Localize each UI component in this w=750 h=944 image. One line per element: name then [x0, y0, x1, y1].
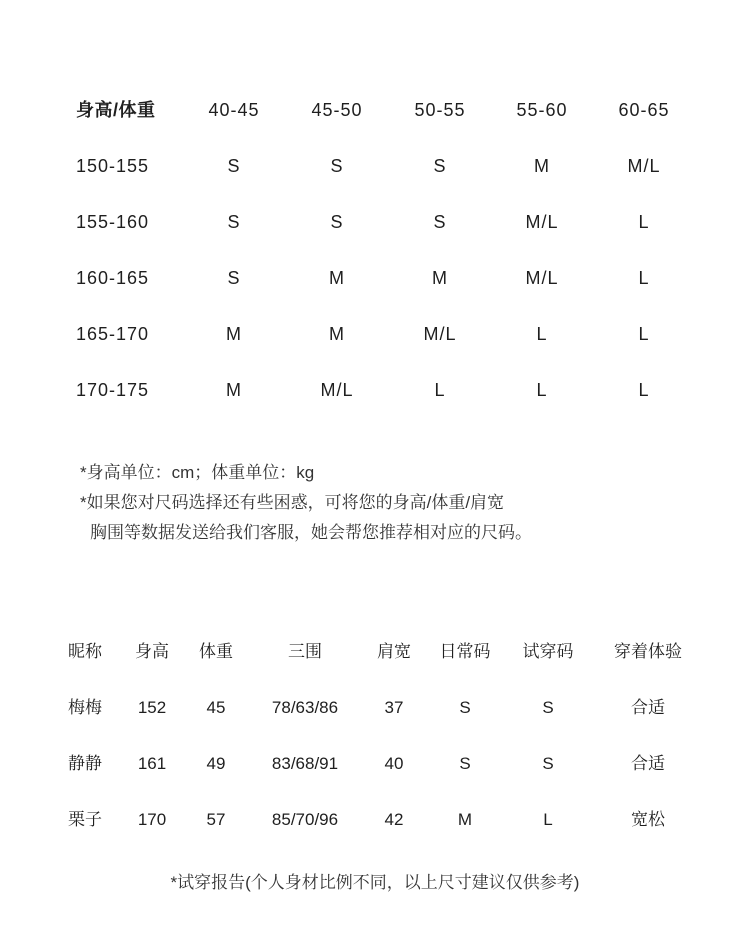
- tryon-header-row: [0, 624, 750, 680]
- tryon-tried-size: S: [542, 698, 554, 717]
- tryon-weight: 49: [206, 754, 226, 773]
- tryon-weight: 57: [206, 810, 226, 829]
- tryon-shoulder: 42: [384, 810, 404, 829]
- size-chart-cell: L: [638, 212, 650, 232]
- size-chart-header-weight-range: 50-55: [414, 100, 466, 120]
- advice-note: *如果您对尺码选择还有些困惑，可将您的身高/体重/肩宽: [80, 493, 505, 512]
- tryon-fit: 宽松: [631, 810, 665, 829]
- size-chart-cell: S: [330, 212, 344, 232]
- size-chart-cell: L: [434, 380, 446, 400]
- tryon-header-measurements: 三围: [288, 642, 322, 661]
- size-chart-cell: S: [433, 212, 447, 232]
- size-chart-cell: L: [536, 380, 548, 400]
- tryon-usual-size: M: [457, 810, 473, 829]
- size-chart-cell: M/L: [525, 268, 559, 288]
- tryon-header-nickname: 昵称: [68, 642, 102, 661]
- size-notes: [80, 458, 532, 548]
- size-chart-height-range: 170-175: [76, 380, 150, 400]
- size-chart-header-weight-range: 45-50: [311, 100, 363, 120]
- size-chart-row: [0, 194, 750, 250]
- size-chart-cell: S: [227, 268, 241, 288]
- tryon-header-fit: 穿着体验: [614, 642, 682, 661]
- size-chart-cell: L: [638, 324, 650, 344]
- tryon-header-height: 身高: [135, 642, 169, 661]
- tryon-tried-size: L: [543, 810, 553, 829]
- advice-note-continued: 胸围等数据发送给我们客服，她会帮您推荐相对应的尺码。: [90, 523, 532, 542]
- tryon-measurements: 78/63/86: [271, 698, 339, 717]
- size-chart-cell: L: [638, 380, 650, 400]
- size-chart-cell: L: [536, 324, 548, 344]
- size-chart-table: [0, 82, 750, 418]
- size-chart-cell: M/L: [423, 324, 457, 344]
- size-chart-row: [0, 306, 750, 362]
- tryon-height: 152: [137, 698, 167, 717]
- tryon-shoulder: 37: [384, 698, 404, 717]
- tryon-usual-size: S: [459, 754, 471, 773]
- size-chart-cell: M: [534, 156, 550, 176]
- size-chart-header-weight-range: 60-65: [618, 100, 670, 120]
- tryon-row: [0, 792, 750, 848]
- tryon-row: [0, 680, 750, 736]
- size-chart-cell: S: [330, 156, 344, 176]
- size-chart-header-row: [0, 82, 750, 138]
- size-chart-cell: M: [226, 380, 242, 400]
- tryon-fit: 合适: [631, 754, 665, 773]
- tryon-shoulder: 40: [384, 754, 404, 773]
- tryon-measurements: 85/70/96: [271, 810, 339, 829]
- tryon-fit: 合适: [631, 698, 665, 717]
- size-chart-cell: S: [227, 212, 241, 232]
- size-chart-header-weight-range: 55-60: [516, 100, 568, 120]
- tryon-nickname: 栗子: [68, 810, 102, 829]
- size-chart-height-range: 165-170: [76, 324, 150, 344]
- tryon-height: 170: [137, 810, 167, 829]
- tryon-measurements: 83/68/91: [271, 754, 339, 773]
- size-chart-cell: S: [227, 156, 241, 176]
- size-chart-row: [0, 362, 750, 418]
- size-chart-height-range: 155-160: [76, 212, 150, 232]
- size-chart-cell: M/L: [320, 380, 354, 400]
- size-chart-cell: M: [226, 324, 242, 344]
- tryon-weight: 45: [206, 698, 226, 717]
- size-chart-cell: M: [329, 268, 345, 288]
- tryon-report-table: [0, 624, 750, 848]
- tryon-tried-size: S: [542, 754, 554, 773]
- tryon-header-usual-size: 日常码: [439, 642, 491, 661]
- tryon-nickname: 梅梅: [68, 698, 102, 717]
- size-chart-cell: M: [432, 268, 448, 288]
- size-chart-header-weight-range: 40-45: [208, 100, 260, 120]
- size-chart-row: [0, 250, 750, 306]
- tryon-row: [0, 736, 750, 792]
- size-chart-cell: M: [329, 324, 345, 344]
- tryon-header-shoulder: 肩宽: [377, 642, 411, 661]
- size-chart-cell: M/L: [627, 156, 661, 176]
- tryon-disclaimer: *试穿报告(个人身材比例不同，以上尺寸建议仅供参考): [170, 873, 580, 892]
- tryon-header-tried-size: 试穿码: [522, 642, 574, 661]
- tryon-nickname: 静静: [68, 754, 102, 773]
- size-chart-cell: M/L: [525, 212, 559, 232]
- unit-note: *身高单位：cm；体重单位：kg: [80, 463, 315, 482]
- tryon-usual-size: S: [459, 698, 471, 717]
- tryon-height: 161: [137, 754, 167, 773]
- tryon-header-weight: 体重: [199, 642, 233, 661]
- size-chart-header-height-weight: 身高/体重: [76, 100, 156, 120]
- size-chart-row: [0, 138, 750, 194]
- size-chart-height-range: 160-165: [76, 268, 150, 288]
- size-chart-cell: S: [433, 156, 447, 176]
- size-chart-cell: L: [638, 268, 650, 288]
- size-chart-height-range: 150-155: [76, 156, 150, 176]
